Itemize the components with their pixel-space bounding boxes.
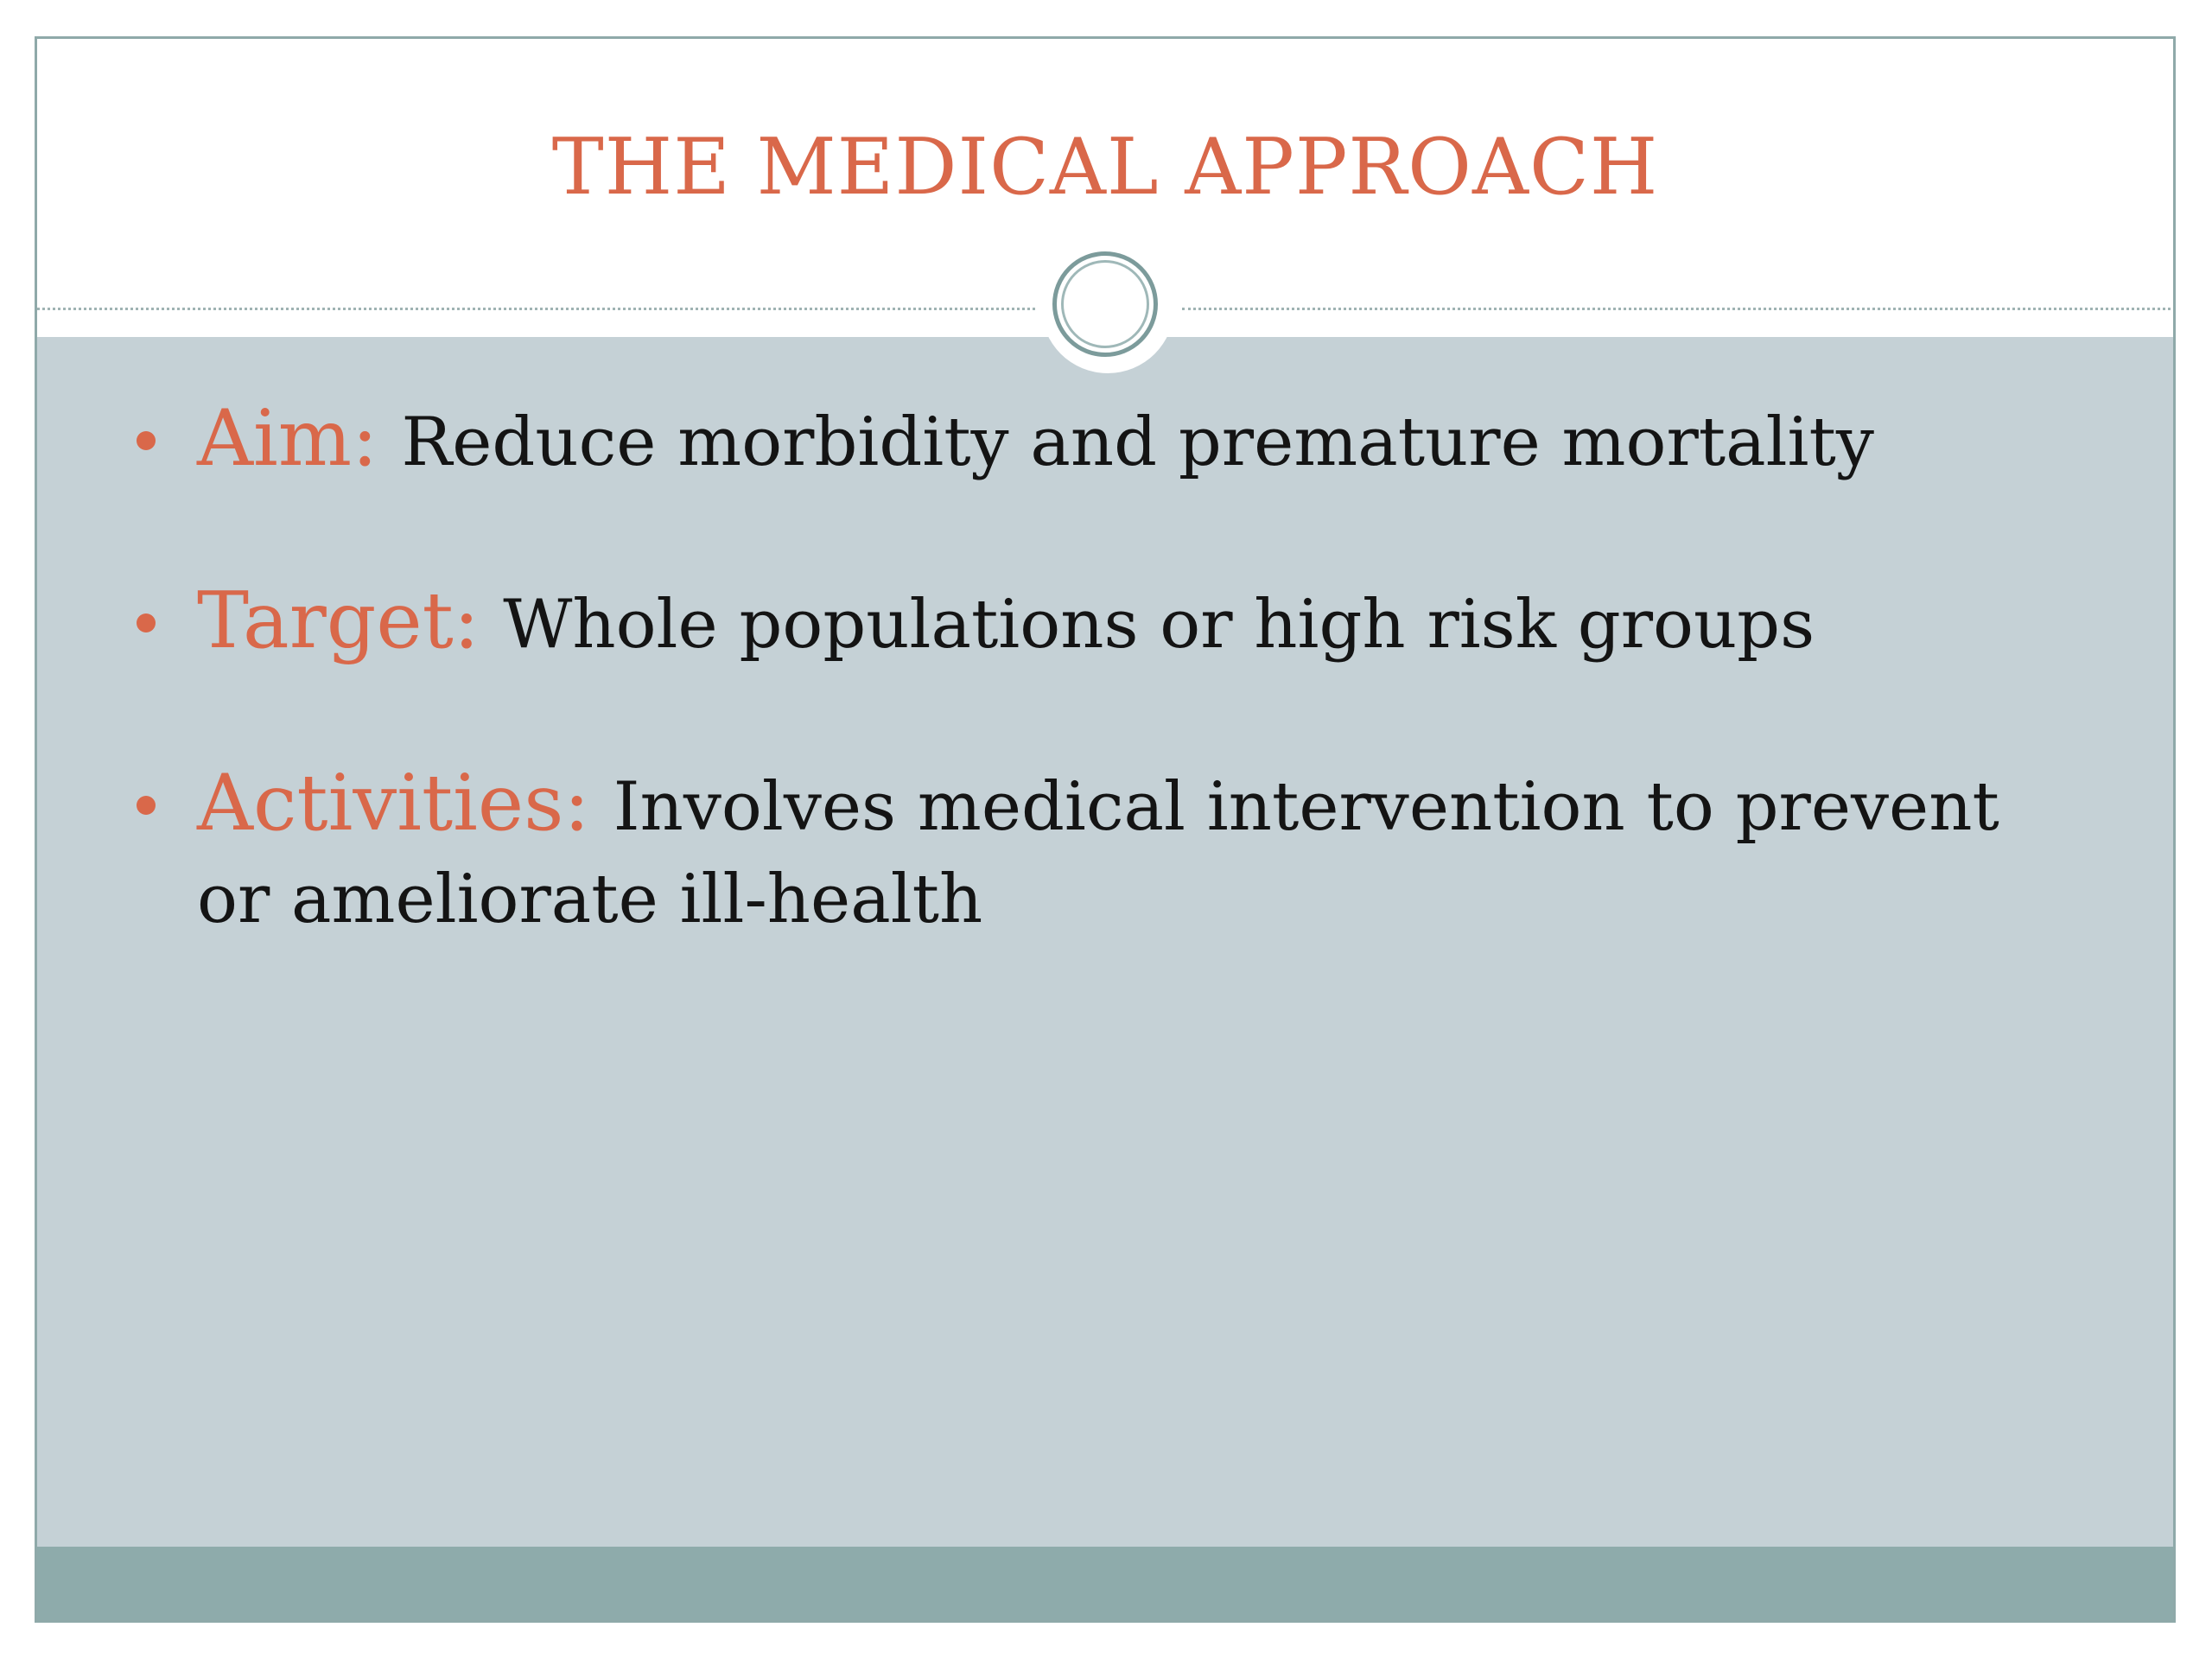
title-divider-left (37, 308, 1035, 310)
bullet-item-aim (162, 393, 2063, 498)
slide (35, 36, 2176, 1623)
bullet-term: Aim: (197, 393, 378, 484)
bullet-text: Whole populations or high risk groups (503, 586, 1815, 664)
circle-ornament-inner-ring (1061, 260, 1149, 348)
bullet-dot-icon (137, 431, 156, 450)
bullet-dot-icon (137, 613, 156, 632)
footer-band (37, 1547, 2173, 1623)
bullet-term: Target: (197, 575, 480, 666)
bullet-text: Reduce morbidity and premature mortality (401, 404, 1874, 481)
bullet-item-target (162, 575, 2063, 680)
bullet-term: Activities: (197, 758, 590, 849)
bullet-item-activities (162, 758, 2063, 955)
title-divider-right (1182, 308, 2176, 310)
slide-title: THE MEDICAL APPROACH (551, 122, 1659, 213)
bullet-text: Involves medical intervention to prevent or ameliorate ill-health (197, 768, 1999, 938)
bullet-dot-icon (137, 796, 156, 815)
bullet-list (162, 393, 2063, 1041)
